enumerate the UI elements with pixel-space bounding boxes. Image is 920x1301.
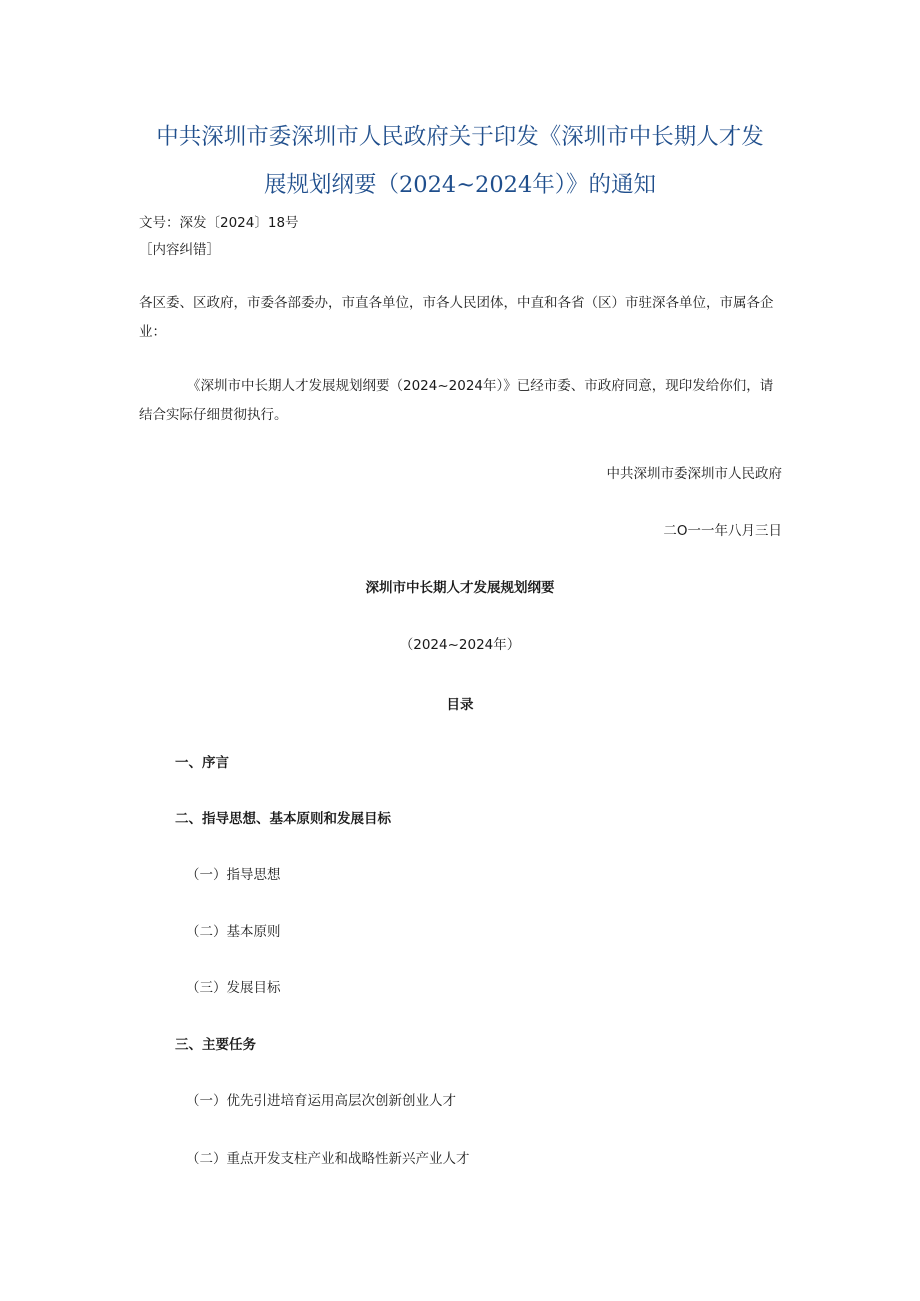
outline-title: 深圳市中长期人才发展规划纲要 xyxy=(365,580,555,596)
toc-item: （一）指导思想 xyxy=(186,867,281,883)
toc-item: （一）优先引进培育运用高层次创新创业人才 xyxy=(186,1093,456,1109)
toc-item: （二）重点开发支柱产业和战略性新兴产业人才 xyxy=(186,1151,470,1167)
toc-item: （二）基本原则 xyxy=(186,924,281,940)
outline-years: （2024~2024年） xyxy=(399,637,521,653)
toc-item: 二、指导思想、基本原则和发展目标 xyxy=(175,811,391,827)
issue-date: 二O一一年八月三日 xyxy=(663,523,782,539)
content-correction-link[interactable]: ［内容纠错］ xyxy=(139,242,220,258)
addressee-paragraph: 各区委、区政府，市委各部委办，市直各单位，市各人民团体，中直和各省（区）市驻深各单位，市属各企业： xyxy=(139,295,774,340)
toc-item: （三）发展目标 xyxy=(186,980,281,996)
toc-item: 一、序言 xyxy=(175,755,229,771)
document-title-line-2: 展规划纲要（2024~2024年）》的通知 xyxy=(263,172,657,198)
body-paragraph: 《深圳市中长期人才发展规划纲要（2024~2024年）》已经市委、市政府同意，现印发给你们，请结合实际仔细贯彻执行。 xyxy=(139,378,774,423)
toc-title: 目录 xyxy=(446,697,474,713)
issuing-authority: 中共深圳市委深圳市人民政府 xyxy=(606,466,782,482)
toc-item: 三、主要任务 xyxy=(175,1037,256,1053)
document-title-line-1: 中共深圳市委深圳市人民政府关于印发《深圳市中长期人才发 xyxy=(156,124,764,150)
document-number: 文号：深发〔2024〕18号 xyxy=(139,215,299,231)
